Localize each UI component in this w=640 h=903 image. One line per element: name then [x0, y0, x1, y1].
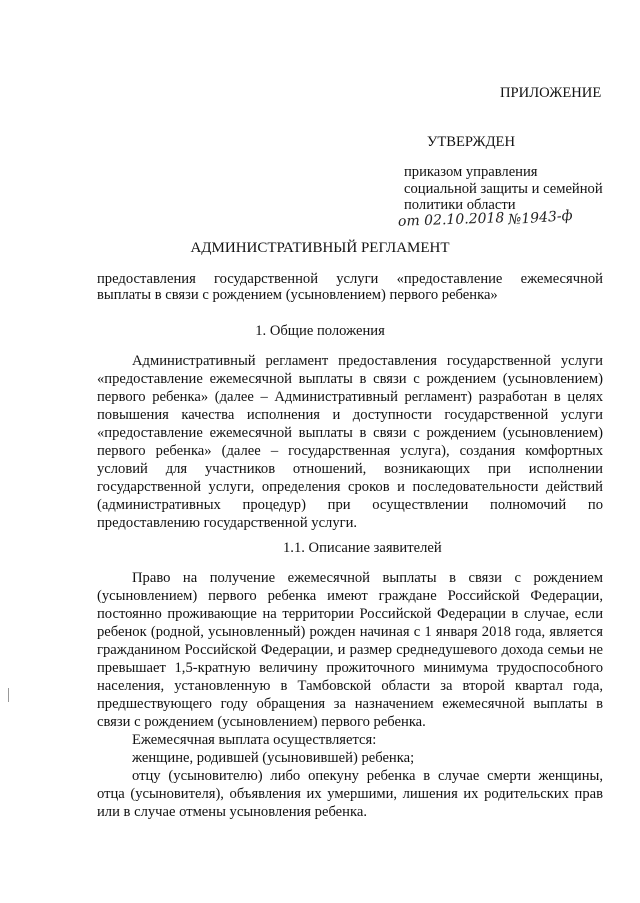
section-1-1-line: связи с рождением (усыновлением) первого ребенка. [97, 714, 426, 730]
section-1-line: предоставлению государственной услуги. [97, 515, 358, 531]
section-1-1-line: Право на получение ежемесячной выплаты в связи с рождением [132, 570, 603, 586]
section-1-1-line: (усыновлением) первого ребенка имеют граждане Российской Федерации, [97, 588, 603, 604]
section-1-1-line: постоянно проживающие на территории Российской Федерации в случае, если [97, 606, 603, 622]
section-1-1-line: отцу (усыновителю) либо опекуну ребенка в случае смерти женщины, [132, 768, 603, 784]
section-1-1-line: или в случае отмены усыновления ребенка. [97, 804, 367, 820]
order-line-1: приказом управления [404, 164, 538, 180]
section-1-1-heading: 1.1. Описание заявителей [283, 540, 442, 556]
order-line-2: социальной защиты и семейной [404, 181, 603, 197]
section-1-line: государственной услуги, определения сроков и последовательности действий [97, 479, 603, 495]
handwritten-date: от 02.10.2018 [397, 210, 505, 230]
section-1-line: первого ребенка» (далее – государственная услуга), создания комфортных [97, 443, 603, 459]
section-1-line: «предоставление ежемесячной выплаты в связи с рождением (усыновлением) [97, 371, 603, 387]
appendix-label: ПРИЛОЖЕНИЕ [500, 85, 602, 101]
handwritten-number: №1943-ф [507, 207, 574, 229]
section-1-line: условий для участников отношений, возникающих при исполнении [97, 461, 603, 477]
section-1-1-line: предшествующего году обращения за назначением ежемесячной выплаты в [97, 696, 603, 712]
order-line-3: политики области [404, 197, 516, 213]
document-title: АДМИНИСТРАТИВНЫЙ РЕГЛАМЕНТ [190, 240, 450, 256]
subtitle-line-1: предоставления государственной услуги «предоставление ежемесячной [97, 271, 603, 287]
section-1-heading: 1. Общие положения [255, 323, 385, 339]
section-1-1-line: ребенок (родной, усыновленный) рожден начиная с 1 января 2018 года, является [97, 624, 603, 640]
section-1-1-line: населения, установленную в Тамбовской области за второй квартал года, [97, 678, 603, 694]
section-1-1-line: превышает 1,5-кратную величину прожиточного минимума трудоспособного [97, 660, 603, 676]
section-1-1-line: женщине, родившей (усыновившей) ребенка; [132, 750, 415, 766]
scan-margin-mark [8, 688, 9, 702]
section-1-1-line: Ежемесячная выплата осуществляется: [132, 732, 377, 748]
section-1-line: «предоставление ежемесячной выплаты в связи с рождением (усыновлением) [97, 425, 603, 441]
section-1-line: первого ребенка» (далее – Административный регламент) разработан в целях [97, 389, 603, 405]
subtitle-line-2: выплаты в связи с рождением (усыновлением) первого ребенка» [97, 287, 498, 303]
section-1-1-line: отца (усыновителя), объявления их умершими, лишения их родительских прав [97, 786, 603, 802]
section-1-line: (административных процедур) при осуществлении полномочий по [97, 497, 603, 513]
section-1-line: Административный регламент предоставления государственной услуги [132, 353, 603, 369]
approved-label: УТВЕРЖДЕН [427, 134, 515, 150]
section-1-1-line: гражданином Российской Федерации, и размер среднедушевого дохода семьи не [97, 642, 603, 658]
section-1-line: повышения качества исполнения и доступности государственной услуги [97, 407, 603, 423]
